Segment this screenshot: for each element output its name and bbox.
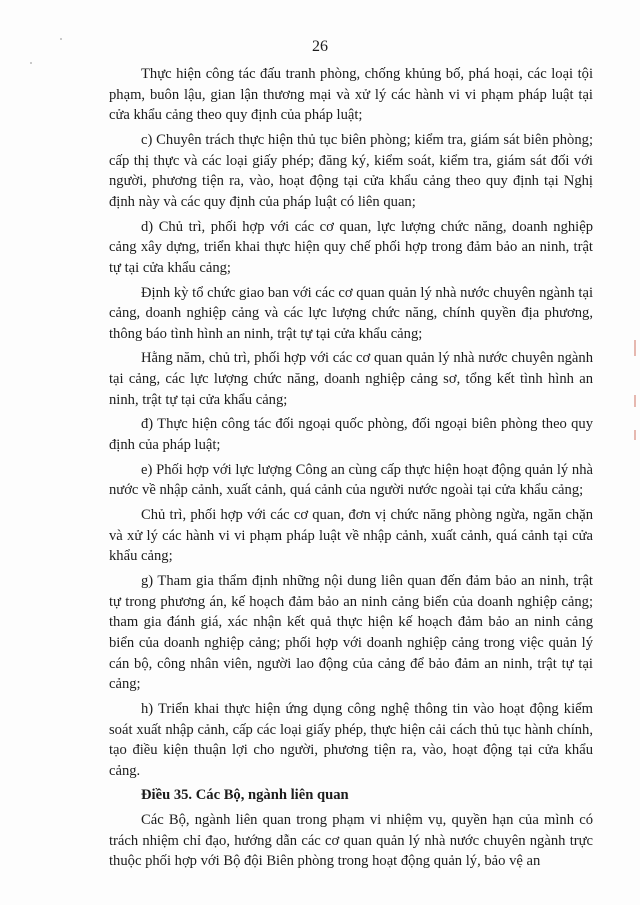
paragraph: Chủ trì, phối hợp với các cơ quan, đơn vị chức năng phòng ngừa, ngăn chặn và xử lý các hành vi vi phạm pháp luật về nhập cảnh, xuất cảnh, quá cảnh tại cửa khẩu cảng;: [109, 507, 593, 565]
paragraph: Định kỳ tổ chức giao ban với các cơ quan quản lý nhà nước chuyên ngành tại cảng, doanh nghiệp cảng và các lực lượng chức năng, chính quyền địa phương, thông báo tình hình an ninh, trật tự tại cửa khẩu cảng;: [109, 284, 593, 342]
page-number: 26: [312, 38, 328, 55]
scan-speck: [30, 62, 32, 64]
paragraph: Thực hiện công tác đấu tranh phòng, chống khủng bố, phá hoại, các loại tội phạm, buôn lậu, gian lận thương mại và xử lý các hành vi vi phạm pháp luật tại cửa khẩu cảng theo quy định của pháp luật;: [109, 66, 593, 124]
scan-edge-mark: [634, 395, 636, 407]
article-paragraph: Các Bộ, ngành liên quan trong phạm vi nhiệm vụ, quyền hạn của mình có trách nhiệm chỉ đạo, hướng dẫn các cơ quan quản lý nhà nước chuyên ngành trực thuộc phối hợp với Bộ đội Biên phòng trong hoạt động quản lý, bảo vệ an: [109, 812, 593, 870]
paragraph: e) Phối hợp với lực lượng Công an cùng cấp thực hiện hoạt động quản lý nhà nước về nhập cảnh, xuất cảnh, quá cảnh của người nước ngoài tại cửa khẩu cảng;: [109, 461, 593, 499]
paragraph: d) Chủ trì, phối hợp với các cơ quan, lực lượng chức năng, doanh nghiệp cảng xây dựng, triển khai thực hiện quy chế phối hợp trong đảm bảo an ninh, trật tự tại cửa khẩu cảng;: [109, 218, 593, 276]
paragraph: c) Chuyên trách thực hiện thủ tục biên phòng; kiểm tra, giám sát biên phòng; cấp thị thực và các loại giấy phép; đăng ký, kiểm soát, kiểm tra, giám sát đối với người, phương tiện ra, vào, hoạt động tại cửa khẩu cảng theo quy định tại Nghị định này và các quy định của pháp luật có liên quan;: [109, 131, 593, 210]
scan-edge-mark: [634, 340, 636, 356]
document-body: [109, 64, 593, 876]
scan-edge-mark: [634, 430, 636, 440]
paragraph: đ) Thực hiện công tác đối ngoại quốc phòng, đối ngoại biên phòng theo quy định của pháp luật;: [109, 416, 593, 454]
paragraph: Hằng năm, chủ trì, phối hợp với các cơ quan quản lý nhà nước chuyên ngành tại cảng, các lực lượng chức năng, doanh nghiệp cảng sơ, tổng kết tình hình an ninh, trật tự tại cửa khẩu cảng;: [109, 350, 593, 408]
paragraph: h) Triển khai thực hiện ứng dụng công nghệ thông tin vào hoạt động kiểm soát xuất nhập cảnh, cấp các loại giấy phép, thực hiện cải cách thủ tục hành chính, tạo điều kiện thuận lợi cho người, phương tiện ra, vào, hoạt động tại cửa khẩu cảng.: [109, 700, 593, 779]
article-heading: Điều 35. Các Bộ, ngành liên quan: [141, 787, 349, 804]
paragraph: g) Tham gia thẩm định những nội dung liên quan đến đảm bảo an ninh, trật tự trong phương án, kế hoạch đảm bảo an ninh cảng biển của doanh nghiệp cảng; tham gia đánh giá, xác nhận kết quả thực hiện kế hoạch đảm bảo an ninh cảng biển của doanh nghiệp cảng; phối hợp với doanh nghiệp cảng trong việc quản lý cán bộ, công nhân viên, người lao động của cảng để bảo đảm an ninh, trật tự tại cảng;: [109, 573, 593, 693]
